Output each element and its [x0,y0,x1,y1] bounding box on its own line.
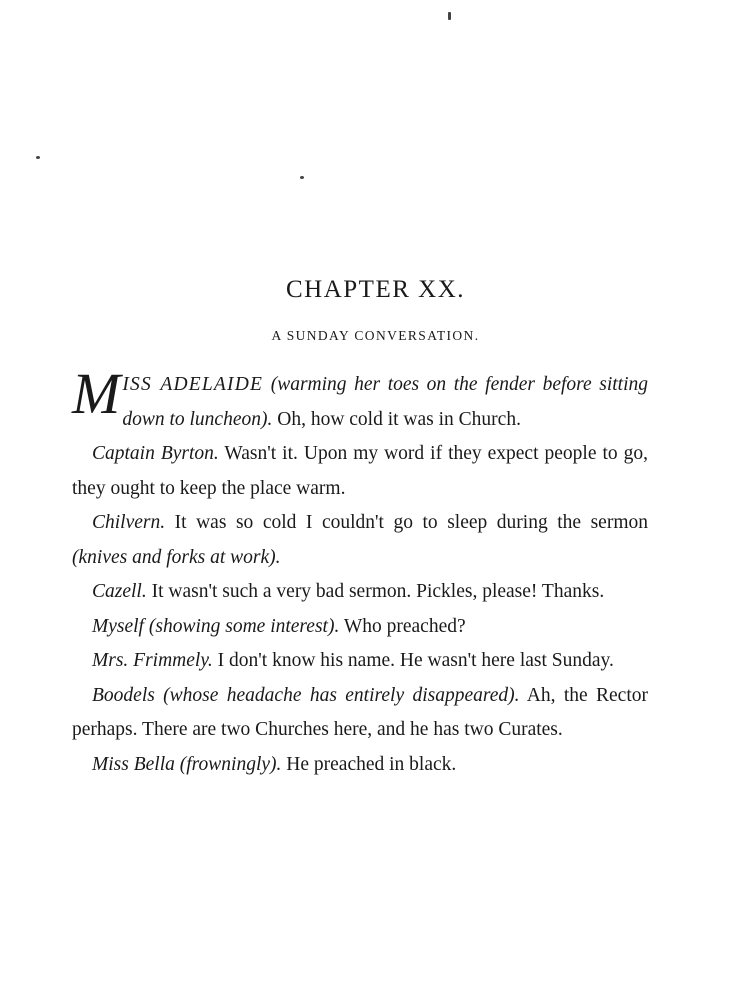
speech-text: Oh, how cold it was in Church. [272,408,521,430]
speech-text: I don't know his name. He wasn't here last Sunday. [212,650,614,671]
speaker-name: Captain Byrton. [92,443,219,464]
speaker-name: Cazell. [92,581,147,602]
paragraph-chilvern [72,506,648,575]
ink-speck-mid [300,176,304,179]
stage-direction: (whose headache has entirely disappeared). [154,684,520,706]
speaker-name: Mrs. Frimmely. [92,650,213,671]
paragraph-captain-byrton [72,437,648,506]
paragraph-miss-adelaide [72,361,648,437]
paragraph-boodels [72,679,648,748]
chapter-title: CHAPTER XX. [285,276,465,303]
ink-speck-top [448,12,451,20]
speech-text: He preached in black. [281,753,457,775]
drop-cap: M [72,361,121,426]
speech-text: Who preached? [339,615,466,637]
paragraph-myself [72,610,648,645]
paragraph-cazell [72,575,648,610]
stage-direction: (warming her toes on the fender before sitting down to luncheon). [122,374,648,430]
speaker-name: Miss Bella [92,753,175,775]
speech-text: Wasn't it. Upon my word if they expect people to go, they ought to keep the place warm. [72,443,648,499]
speaker-name: Myself [92,615,144,637]
speaker-name: Chilvern. [92,512,166,533]
stage-direction: (frowningly). [174,753,282,775]
speaker-name: Boodels [92,684,155,706]
ink-speck-left [36,156,40,159]
chapter-subtitle: A SUNDAY CONVERSATION. [271,328,480,343]
speech-text: Ah, the Rector perhaps. There are two Churches here, and he has two Curates. [72,684,648,740]
paragraph-miss-bella [72,748,648,783]
chapter-text [72,361,648,782]
speech-text: It wasn't such a very bad sermon. Pickles, please! Thanks. [146,581,605,602]
stage-direction: (showing some interest). [143,615,340,637]
stage-direction: (knives and forks at work). [72,546,281,568]
paragraph-mrs-frimmely [72,644,648,679]
speech-text: It was so cold I couldn't go to sleep during the sermon [165,512,648,533]
speaker-name: ISS ADELAIDE [122,374,264,395]
